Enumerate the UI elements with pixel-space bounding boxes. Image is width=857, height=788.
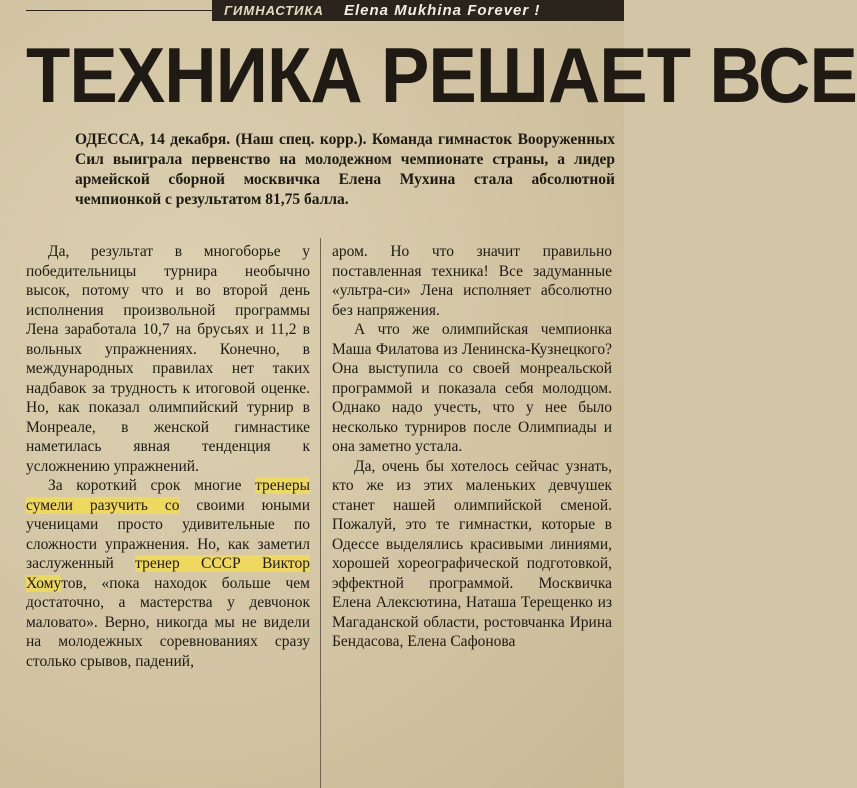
- right-paragraph-1: аром. Но что значит правильно поставленная техника! Все задуманные «ультра-си» Лена исполняет абсолютно без напряжения.: [332, 243, 612, 319]
- highlighted-text-1: тренеры сумели разучить со: [26, 477, 310, 514]
- left-paragraph-2: [26, 476, 310, 671]
- rubric-label: ГИМНАСТИКА: [212, 0, 336, 21]
- rubric-rule: [26, 10, 212, 11]
- left-p2-start: За короткий срок многие: [48, 477, 256, 494]
- left-p2-mid: своими юными ученицами просто удивительные по сложности упражнения. Но, как заметил заслуженный: [26, 496, 310, 572]
- left-paragraph-1: Да, результат в многоборье у победительницы турнира необычно высок, потому что и во второй день исполнения произвольной программы Лена заработала 10,7 на брусьях и 11,2 в вольных упражнениях. Конечно, в международных правилах нет таких надбавок за трудность к итоговой оценке. Но, как показал олимпийский турнир в Монреале, в женской гимнастике наметилась явная тенденция к усложнению упражнений.: [26, 243, 310, 475]
- left-p2-end: тов, «пока находок больше чем достаточно, а мастерства у девчонок маловато». Верно, никогда мы не видели на молодежных соревнованиях сразу столько срывов, падений,: [26, 574, 310, 670]
- watermark-text: Elena Mukhina Forever !: [336, 0, 624, 21]
- column-divider: [320, 238, 321, 788]
- article-column-left: [26, 242, 310, 671]
- article-column-right: [332, 242, 612, 652]
- rubric-bar: [0, 0, 624, 22]
- lead-paragraph: ОДЕССА, 14 декабря. (Наш спец. корр.). Команда гимнасток Вооруженных Сил выиграла первенство на молодежном чемпионате страны, а лидер армейской сборной москвичка Елена Мухина стала абсолютной чемпионкой с результатом 81,75 балла.: [75, 131, 615, 208]
- highlighted-text-2: тренер СССР Виктор Хому: [26, 555, 310, 592]
- headline: ТЕХНИКА РЕШАЕТ ВСЕ: [26, 31, 857, 119]
- right-paragraph-2: А что же олимпийская чемпионка Маша Филатова из Ленинска-Кузнецкого? Она выступила со своей монреальской программой и показала себя молодцом. Однако надо учесть, что у нее было несколько турниров после Олимпиады и она заметно устала.: [332, 321, 612, 455]
- right-paragraph-3: Да, очень бы хотелось сейчас узнать, кто же из этих маленьких девчушек станет нашей олимпийской сменой. Пожалуй, это те гимнастки, которые в Одессе выделялись красивыми линиями, хорошей хореографической подготовкой, эффектной программой. Москвичка Елена Алексютина, Наташа Терещенко из Магаданской области, ростовчанка Ирина Бендасова, Елена Сафонова: [332, 457, 612, 650]
